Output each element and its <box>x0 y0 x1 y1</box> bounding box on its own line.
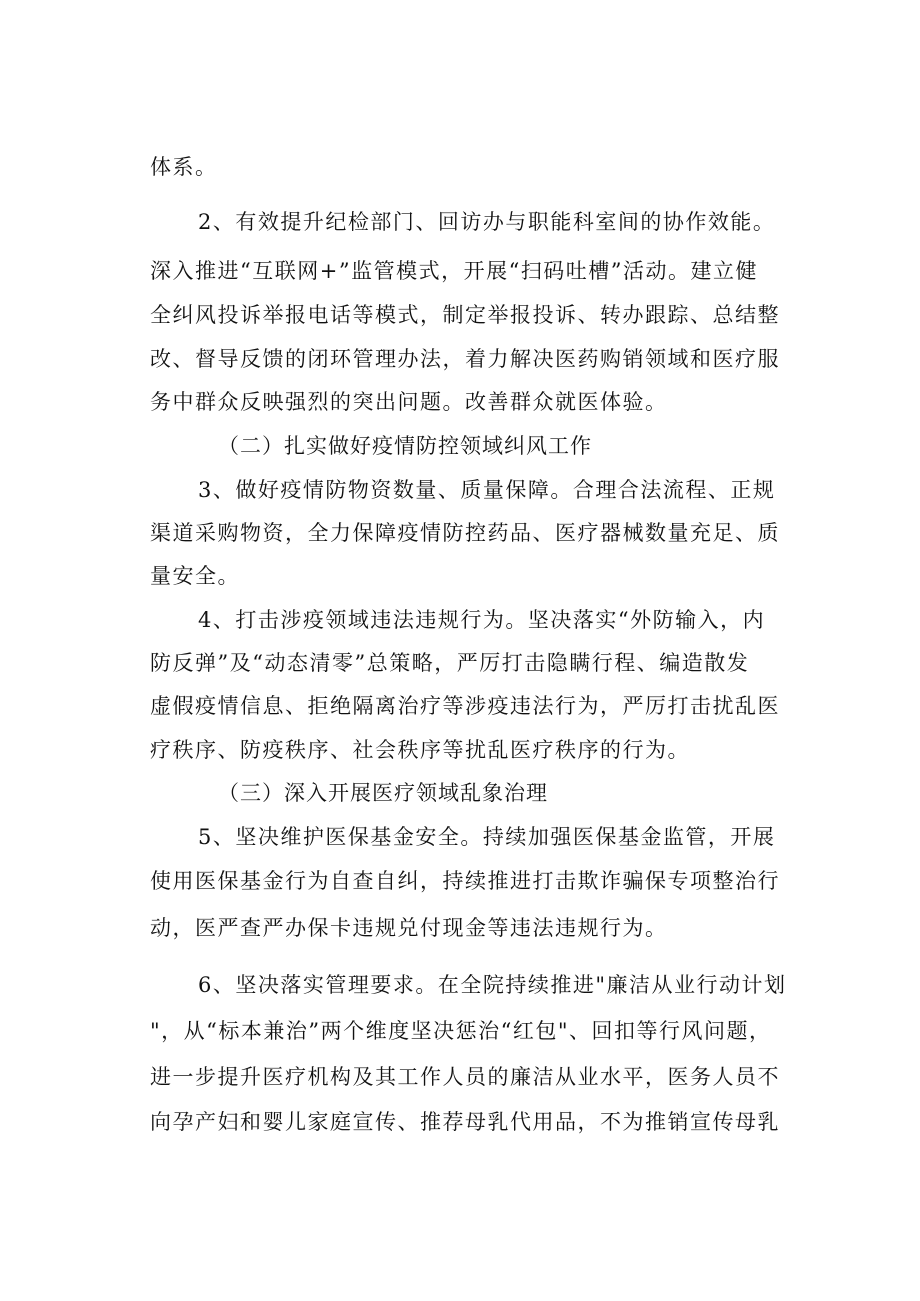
text-line: 全纠风投诉举报电话等模式，制定举报投诉、转办跟踪、总结整 <box>150 303 780 327</box>
text-line: 务中群众反映强烈的突出问题。改善群众就医体验。 <box>150 390 668 414</box>
text-line: "，从“标本兼治”两个维度坚决惩治“红包"、回扣等行风问题， <box>150 1019 772 1043</box>
section-heading-2: （二）扎实做好疫情防控领域纠风工作 <box>218 434 592 458</box>
text-line: 使用医保基金行为自查自纠，持续推进打击欺诈骗保专项整治行 <box>150 869 780 893</box>
text-line: 向孕产妇和婴儿家庭宣传、推荐母乳代用品，不为推销宣传母乳 <box>150 1110 780 1134</box>
section-heading-3: （三）深入开展医疗领域乱象治理 <box>218 781 548 805</box>
text-line: 量安全。 <box>150 564 240 588</box>
paragraph-6-start: 6、坚决落实管理要求。在全院持续推进"廉洁从业行动计划 <box>198 973 787 997</box>
text-line: 体系。 <box>150 155 218 179</box>
text-line: 渠道采购物资，全力保障疫情防控药品、医疗器械数量充足、质 <box>150 521 780 545</box>
text-line: 防反弹”及“动态清零”总策略，严厉打击隐瞒行程、编造散发 <box>150 651 750 675</box>
text-line: 进一步提升医疗机构及其工作人员的廉洁从业水平，医务人员不 <box>150 1065 780 1089</box>
text-line: 改、督导反馈的闭环管理办法，着力解决医药购销领域和医疗服 <box>150 347 780 371</box>
text-line: 动，医严查严办保卡违规兑付现金等违法违规行为。 <box>150 916 668 940</box>
text-line: 深入推进“互联网+”监管模式，开展“扫码吐槽”活动。建立健 <box>150 259 759 283</box>
paragraph-3-start: 3、做好疫情防物资数量、质量保障。合理合法流程、正规 <box>198 478 776 502</box>
text-line: 疗秩序、防疫秩序、社会秩序等扰乱医疗秩序的行为。 <box>150 738 690 762</box>
text-line: 虚假疫情信息、拒绝隔离治疗等涉疫违法行为，严厉打击扰乱医 <box>150 694 780 718</box>
paragraph-4-start: 4、打击涉疫领域违法违规行为。坚决落实“外防输入，内 <box>198 608 766 632</box>
paragraph-5-start: 5、坚决维护医保基金安全。持续加强医保基金监管，开展 <box>198 825 776 849</box>
paragraph-2-start: 2、有效提升纪检部门、回访办与职能科室间的协作效能。 <box>198 210 776 234</box>
